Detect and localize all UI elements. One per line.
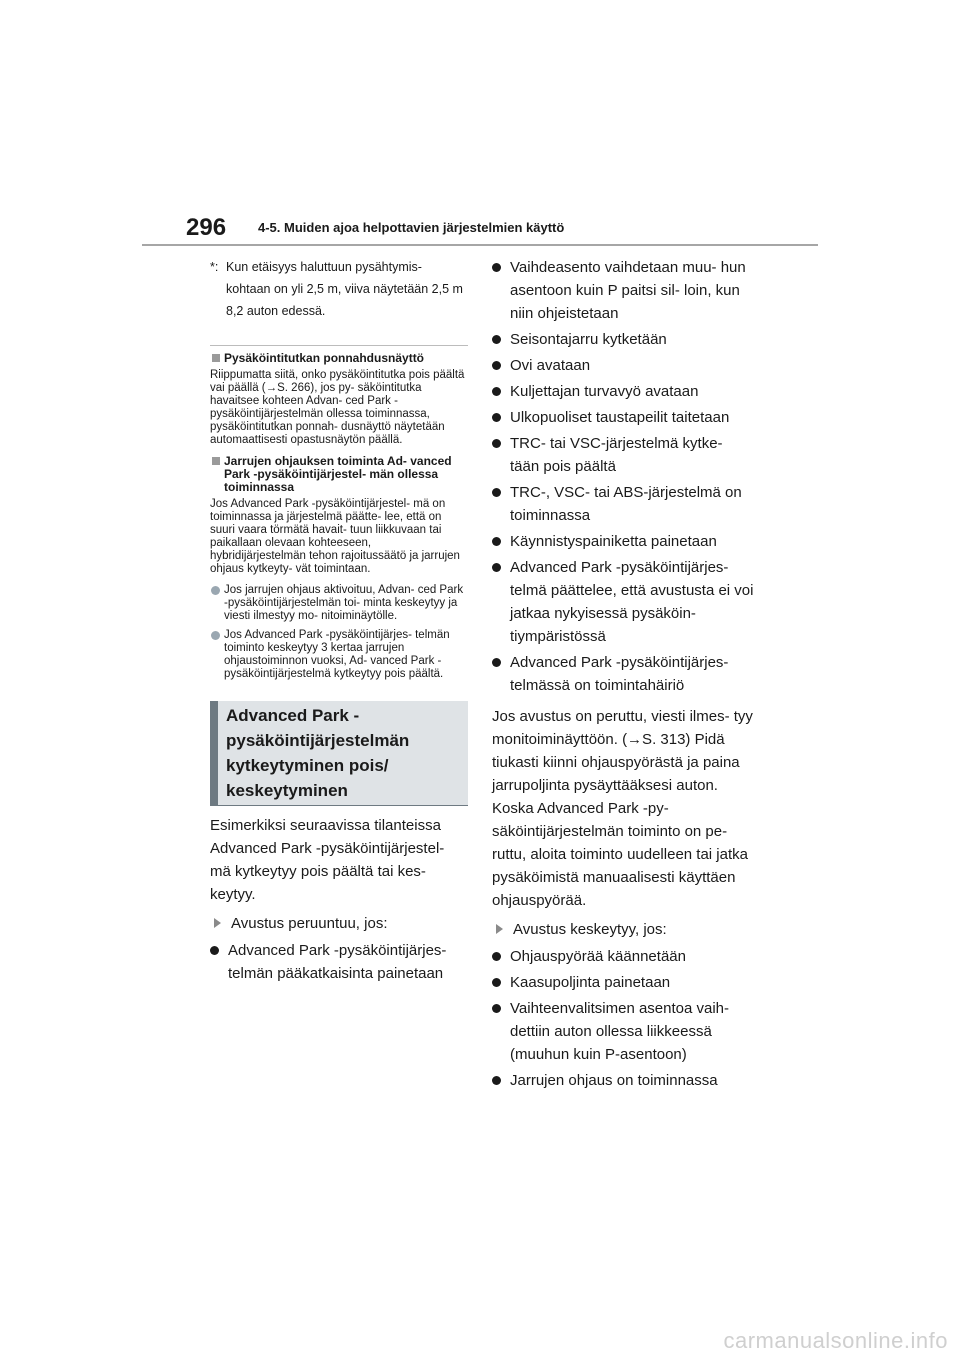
dot-bullet-icon	[492, 488, 501, 497]
dot-bullet-icon	[492, 413, 501, 422]
list-item-text: TRC-, VSC- tai ABS-järjestelmä on toiminnassa	[510, 484, 742, 524]
triangle-bullet-icon	[214, 918, 221, 928]
list-item	[492, 530, 754, 553]
list-item-text: TRC- tai VSC-järjestelmä kytke- tään pois päältä	[510, 435, 723, 475]
square-bullet-icon	[212, 457, 220, 465]
dot-bullet-icon	[492, 1076, 501, 1085]
list-item-text: Jos Advanced Park -pysäköintijärjes- telmän toiminto keskeytyy 3 kertaa jarrujen ohjaustoiminnon vuoksi, Ad- vanced Park -pysäköintijärjestelmä kytkeytyy pois päältä.	[224, 629, 450, 680]
list-item	[492, 651, 754, 697]
list-item-text: Advanced Park -pysäköintijärjes- telmässä on toimintahäiriö	[510, 654, 729, 694]
footnote-mark: *:	[210, 260, 219, 274]
list-item	[492, 354, 754, 377]
dot-bullet-icon	[492, 952, 501, 961]
dot-bullet-icon	[492, 978, 501, 987]
subheading-brake-text: Jarrujen ohjauksen toiminta Ad- vanced Park -pysäköintijärjestel- män ollessa toiminnassa	[224, 454, 452, 494]
list-item-text: Jarrujen ohjaus on toiminnassa	[510, 1072, 718, 1089]
divider	[210, 345, 468, 346]
list-item-text: Jos jarrujen ohjaus aktivoituu, Advan- ced Park -pysäköintijärjestelmän toi- minta keskeytyy ja viesti ilmestyy mo- nitoiminäytölle.	[224, 584, 464, 622]
subheading-brake-control	[210, 455, 468, 494]
list-item	[492, 432, 754, 478]
list-item	[210, 939, 468, 985]
dot-bullet-icon	[492, 361, 501, 370]
section-heading: Advanced Park -pysäköintijärjestelmän kytkeytyminen pois/ keskeytyminen	[210, 701, 468, 806]
list-item	[492, 971, 754, 994]
circle-bullet-icon	[211, 586, 220, 595]
list-item-text: Ovi avataan	[510, 357, 591, 374]
suspend-label-text: Avustus keskeytyy, jos:	[513, 921, 667, 938]
dot-bullet-icon	[492, 263, 501, 272]
list-item	[492, 328, 754, 351]
list-item	[492, 406, 754, 429]
list-item	[492, 1069, 754, 1092]
list-item-text: Kuljettajan turvavyö avataan	[510, 383, 699, 400]
cancel-paragraph: Jos avustus on peruttu, viesti ilmes- tyy monitoiminäyttöön. (→S. 313) Pidä tiukasti kiinni ohjauspyörästä ja paina jarrupoljinta pysäyttääksesi auton. Koska Advanced Park -py- säköintijärjestelmän toiminto on pe- ruttu, aloita toiminto uudelleen tai jatka pysäköimistä manuaalisesti käyttäen ohjauspyörää.	[492, 708, 753, 909]
square-bullet-icon	[212, 354, 220, 362]
cancel-label	[210, 912, 468, 935]
subheading-popup-text: Pysäköintitutkan ponnahdusnäyttö	[224, 351, 425, 365]
list-item	[492, 945, 754, 968]
popup-paragraph: Riippumatta siitä, onko pysäköintitutka pois päältä vai päällä (→S. 266), jos py- säköintitutka havaitsee kohteen Advan- ced Park -pysäköintijärjestelmän ollessa toiminnassa, pysäköintitutkan ponnah- dusnäyttö näytetään automaattisesti opastusnäytön päällä.	[210, 369, 465, 446]
dot-bullet-icon	[492, 658, 501, 667]
dot-bullet-icon	[492, 537, 501, 546]
list-item-text: Ulkopuoliset taustapeilit taitetaan	[510, 409, 730, 426]
brake-paragraph: Jos Advanced Park -pysäköintijärjestel- mä on toiminnassa ja järjestelmä päätte- lee, että on suuri vaara törmätä havait- tuun liikkuvaan tai paikallaan olevaan kohteeseen, hybridijärjestelmän tehon rajoitussäätö ja jarrujen ohjaus kytkeyty- vät toimintaan.	[210, 498, 460, 575]
page-number: 296	[186, 214, 227, 241]
left-column	[210, 256, 468, 988]
dot-bullet-icon	[492, 439, 501, 448]
dot-bullet-icon	[492, 387, 501, 396]
cancel-label-text: Avustus peruuntuu, jos:	[231, 915, 388, 932]
list-item	[492, 256, 754, 325]
cancel-list	[492, 256, 754, 697]
triangle-bullet-icon	[496, 924, 503, 934]
list-item-text: Käynnistyspainiketta painetaan	[510, 533, 717, 550]
list-item	[210, 584, 468, 623]
dot-bullet-icon	[492, 1004, 501, 1013]
list-item-text: Advanced Park -pysäköintijärjes- telmä päättelee, että avustusta ei voi jatkaa nykyisessä pysäköin- tiympäristössä	[510, 559, 754, 645]
list-item-text: Advanced Park -pysäköintijärjes- telmän pääkatkaisinta painetaan	[228, 942, 447, 982]
list-item-text: Kaasupoljinta painetaan	[510, 974, 671, 991]
right-column	[492, 256, 754, 1095]
suspend-label	[492, 918, 754, 941]
circle-bullet-icon	[211, 631, 220, 640]
list-item-text: Seisontajarru kytketään	[510, 331, 667, 348]
header-divider	[142, 244, 818, 246]
intro-paragraph: Esimerkiksi seuraavissa tilanteissa Advanced Park -pysäköintijärjestel- mä kytkeytyy pois päältä tai kes- keytyy.	[210, 817, 445, 903]
watermark: carmanualsonline.info	[723, 1328, 948, 1353]
list-item	[210, 629, 468, 681]
list-item	[492, 556, 754, 648]
subheading-popup	[210, 352, 468, 365]
dot-bullet-icon	[492, 563, 501, 572]
section-title: 4-5. Muiden ajoa helpottavien järjestelmien käyttö	[258, 220, 565, 235]
list-item	[492, 481, 754, 527]
list-item	[492, 380, 754, 403]
list-item-text: Ohjauspyörää käännetään	[510, 948, 686, 965]
suspend-list	[492, 945, 754, 1092]
dot-bullet-icon	[492, 335, 501, 344]
footnote-text: Kun etäisyys haluttuun pysähtymis- kohtaan on yli 2,5 m, viiva näytetään 2,5 m 8,2 auton edessä.	[226, 260, 463, 318]
list-item	[492, 997, 754, 1066]
dot-bullet-icon	[210, 946, 219, 955]
list-item-text: Vaihteenvalitsimen asentoa vaih- dettiin auton ollessa liikkeessä (muuhun kuin P-asentoon)	[510, 1000, 730, 1063]
list-item-text: Vaihdeasento vaihdetaan muu- hun asentoon kuin P paitsi sil- loin, kun niin ohjeistetaan	[510, 259, 746, 322]
footnote	[210, 256, 468, 322]
